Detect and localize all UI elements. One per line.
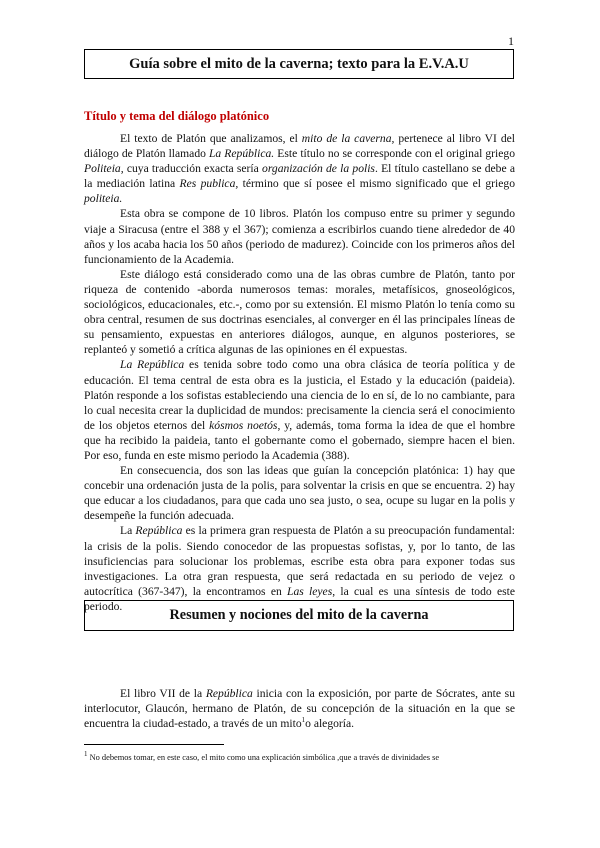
footnote-number: 1 <box>84 750 88 759</box>
section-tema <box>84 109 515 614</box>
paragraph-ideas: En consecuencia, dos son las ideas que guían la concepción platónica: 1) hay que concebir una ordenación justa de la polis, para solventar la crisis en que se encuentra. 2) hay que educar a los ciudadanos, para que cada uno sea justo, o sea, ocupe su lugar en la polis y desempeñe la función adecuada. <box>84 464 515 523</box>
paragraph-importance: Este diálogo está considerado como una de las obras cumbre de Platón, tanto por riqueza de contenido -aborda numerosos temas: morales, metafísicos, gnoseológicos, sociológicos, educacionales, etc.-, como por su extensión. El mismo Platón lo tenía como su obra central, resumen de sus doctrinas esenciales, al converger en él las principales líneas de su pensamiento, expuestas en anteriores diálogos, aunque, en algunos posteriores, se replanteó y sometió a crítica algunas de las opiniones en él expuestas. <box>84 267 515 357</box>
section-heading-box <box>84 600 514 631</box>
footnote-divider <box>84 744 224 745</box>
paragraph-response: La República es la primera gran respuesta de Platón a su preocupación fundamental: la crisis de la polis. Siendo conocedor de las propuestas sofistas, y, por lo tanto, de las insuficiencias para solucionar los problemas, escribe esta obra para exponer todas sus investigaciones. La otra gran respuesta, que será redactada en su periodo de vejez o autocrítica (367-347), la encontramos en Las leyes, la cual es una síntesis de todo este periodo. <box>84 524 515 613</box>
paragraph-summary: El libro VII de la República inicia con la exposición, por parte de Sócrates, ante su interlocutor, Glaucón, hermano de Platón, de su concepción de la situación en la que se encuentra la ciudad-estado, a través de un mito$^1$o alegoría. <box>84 687 515 731</box>
paragraph-composition: Esta obra se compone de 10 libros. Platón los compuso entre su primer y segundo viaje a Siracusa (entre el 388 y el 367); comienza a escribirlos cuando tiene alrededor de 40 años y los acaba hacia los 50 años (periodo de madurez). Coincide con los primeros años del funcionamiento de la Academia. <box>84 207 515 266</box>
paragraph-political-theory: La República es tenida sobre todo como una obra clásica de teoría política y de educación. El tema central de esta obra es la justicia, el Estado y la educación (paideia). Platón responde a los sofistas estableciendo una ciencia de lo en sí, de lo no cambiante, para lo cual necesita crear la duplicidad de mundos: precisamente la ciencia será el conocimiento de los objetos eternos del kósmos noetós, y, además, toma forma la idea de que el hombre que ha recibido la paideia, tanto el gobernante como el gobernado, siempre hacen el bien. Por eso, funda en este mismo periodo la Academia (388). <box>84 358 515 462</box>
page-number: 1 <box>508 34 514 48</box>
section-heading: Resumen y nociones del mito de la caverna <box>169 607 429 623</box>
paragraph-intro: El texto de Platón que analizamos, el mito de la caverna, pertenece al libro VI del diálogo de Platón llamado La República. Este título no se corresponde con el original griego Politeia, cuya traducción exacta sería organización de la polis. El título castellano se debe a la mediación latina Res publica, término que sí posee el mismo significado que el griego politeia. <box>84 132 516 206</box>
document-title-box <box>84 49 514 79</box>
footnote-ref[interactable]: 1 <box>301 716 306 725</box>
document-title: Guía sobre el mito de la caverna; texto para la E.V.A.U <box>129 55 469 72</box>
section-heading: Título y tema del diálogo platónico <box>84 109 270 123</box>
section-resumen <box>84 686 515 731</box>
footnote: $^1$ No debemos tomar, en este caso, el mito como una explicación simbólica ,que a través de divinidades se <box>84 750 440 762</box>
